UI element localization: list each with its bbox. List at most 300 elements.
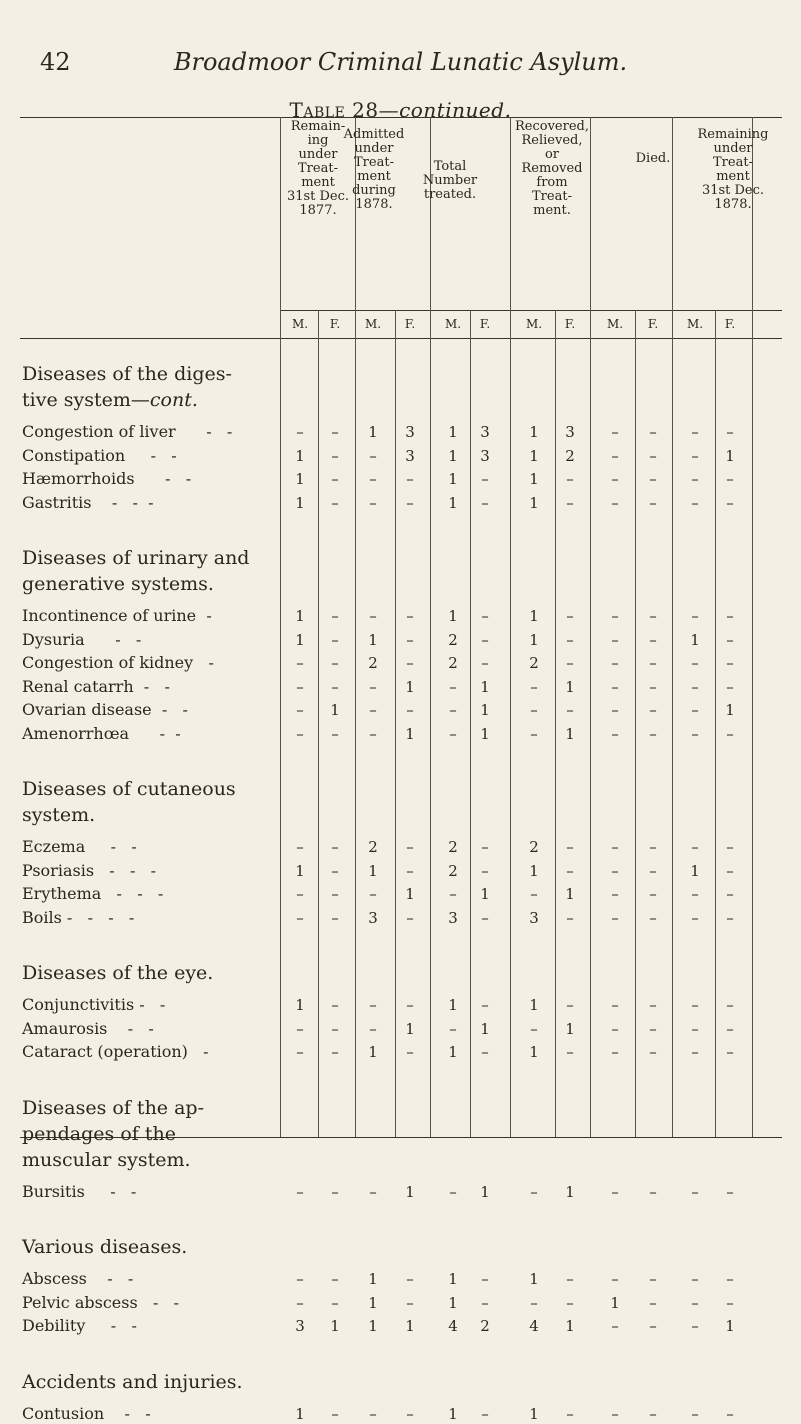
table-cell: – xyxy=(331,908,339,927)
table-cell: – xyxy=(611,1317,619,1335)
table-cell: 1 xyxy=(405,1182,415,1201)
table-cell: – xyxy=(369,493,377,512)
table-cell: – xyxy=(331,1293,339,1312)
table-cell: – xyxy=(406,654,414,672)
table-cell: – xyxy=(331,630,339,649)
table-cell: – xyxy=(649,630,657,649)
table-cell: 1 xyxy=(725,446,735,465)
table-cell: 1 xyxy=(690,630,700,649)
column-header-6 xyxy=(683,128,783,212)
table-cell: – xyxy=(331,677,339,696)
table-cell: – xyxy=(649,493,657,512)
table-cell: – xyxy=(611,908,619,927)
table-cell: – xyxy=(691,1404,699,1423)
table-cell: – xyxy=(369,470,377,488)
table-cell: – xyxy=(481,1270,489,1288)
table-cell: 1 xyxy=(480,885,490,903)
column-header-line: 1878. xyxy=(714,197,752,212)
table-cell: – xyxy=(369,607,377,625)
top-rule xyxy=(20,117,782,118)
table-cell: 1 xyxy=(448,996,458,1014)
table-cell: – xyxy=(691,446,699,465)
section-title-text: system. xyxy=(22,804,96,826)
table-cell: 3 xyxy=(565,423,575,441)
table-cell: – xyxy=(649,908,657,927)
table-cell: – xyxy=(406,701,414,719)
table-cell: – xyxy=(331,1019,339,1038)
table-cell: 1 xyxy=(480,1019,490,1038)
table-cell: 1 xyxy=(295,1404,305,1423)
male-header: M. xyxy=(364,317,382,331)
table-cell: – xyxy=(611,701,619,719)
table-cell: – xyxy=(406,908,414,927)
table-cell: 1 xyxy=(295,446,305,465)
table-cell: – xyxy=(611,1182,619,1201)
table-cell: 2 xyxy=(448,630,458,649)
table-cell: – xyxy=(296,677,304,696)
table-cell: – xyxy=(406,493,414,512)
table-cell: – xyxy=(406,1404,414,1423)
column-header-line: 1878. xyxy=(355,197,393,212)
table-cell: – xyxy=(296,701,304,719)
table-cell: 1 xyxy=(448,1043,458,1061)
table-cell: 1 xyxy=(295,996,305,1014)
column-header-line: ing xyxy=(307,133,329,148)
table-cell: – xyxy=(649,1043,657,1061)
section-title-text: generative systems. xyxy=(22,573,214,595)
column-header-line: Removed xyxy=(521,161,583,176)
table-cell: – xyxy=(611,677,619,696)
column-header-line: 31st Dec. xyxy=(701,183,765,198)
table-cell: 1 xyxy=(529,470,539,488)
table-cell: – xyxy=(726,861,734,880)
table-cell: – xyxy=(331,470,339,488)
table-cell: 3 xyxy=(405,446,415,465)
table-cell: – xyxy=(331,654,339,672)
table-cell: – xyxy=(566,470,574,488)
table-cell: 1 xyxy=(295,630,305,649)
table-cell: 1 xyxy=(295,607,305,625)
table-cell: – xyxy=(566,1293,574,1312)
row-label: Amaurosis - - xyxy=(22,1018,154,1038)
column-divider xyxy=(280,117,281,1137)
table-cell: – xyxy=(530,701,538,719)
table-cell: – xyxy=(481,996,489,1014)
table-cell: – xyxy=(649,1317,657,1335)
table-cell: – xyxy=(296,885,304,903)
column-header-line: Treat- xyxy=(532,189,572,204)
table-cell: – xyxy=(649,1019,657,1038)
column-header-4 xyxy=(502,120,602,218)
table-cell: – xyxy=(530,1293,538,1312)
table-cell: – xyxy=(296,908,304,927)
table-cell: – xyxy=(369,677,377,696)
table-cell: – xyxy=(649,724,657,743)
section-title-text: Diseases of the eye. xyxy=(22,962,214,984)
table-cell: – xyxy=(611,1404,619,1423)
table-cell: – xyxy=(649,861,657,880)
table-cell: – xyxy=(726,838,734,856)
female-header: F. xyxy=(404,317,416,331)
table-cell: – xyxy=(611,470,619,488)
male-header: M. xyxy=(525,317,543,331)
section-title-suffix: cont. xyxy=(149,389,198,411)
table-cell: – xyxy=(530,1019,538,1038)
table-cell: – xyxy=(649,885,657,903)
table-title-label: Table 28 xyxy=(289,98,379,122)
table-cell: – xyxy=(481,908,489,927)
table-cell: 4 xyxy=(448,1317,458,1335)
table-cell: – xyxy=(331,861,339,880)
table-cell: – xyxy=(726,996,734,1014)
table-cell: 1 xyxy=(529,996,539,1014)
table-cell: – xyxy=(449,885,457,903)
table-cell: – xyxy=(296,423,304,441)
row-label: Psoriasis - - - xyxy=(22,860,157,880)
table-cell: – xyxy=(369,885,377,903)
row-label: Constipation - - xyxy=(22,445,177,465)
table-cell: 1 xyxy=(448,493,458,512)
table-cell: – xyxy=(611,1043,619,1061)
table-cell: – xyxy=(691,1317,699,1335)
table-cell: – xyxy=(649,677,657,696)
section-title-text: Diseases of the diges- xyxy=(22,363,232,385)
table-cell: – xyxy=(726,493,734,512)
section-title-text: Various diseases. xyxy=(22,1236,188,1258)
table-cell: – xyxy=(296,1293,304,1312)
table-cell: – xyxy=(566,1043,574,1061)
table-cell: – xyxy=(611,607,619,625)
table-cell: – xyxy=(481,838,489,856)
male-header: M. xyxy=(291,317,309,331)
table-cell: – xyxy=(566,701,574,719)
table-cell: – xyxy=(296,1270,304,1288)
table-cell: – xyxy=(611,423,619,441)
table-cell: – xyxy=(566,630,574,649)
table-cell: 1 xyxy=(529,630,539,649)
table-cell: 1 xyxy=(529,861,539,880)
table-cell: – xyxy=(406,838,414,856)
table-cell: – xyxy=(691,1019,699,1038)
table-cell: – xyxy=(691,654,699,672)
table-cell: – xyxy=(406,1270,414,1288)
table-cell: 1 xyxy=(405,1317,415,1335)
male-header: M. xyxy=(686,317,704,331)
table-cell: 1 xyxy=(529,1404,539,1423)
male-header: M. xyxy=(444,317,462,331)
table-cell: 1 xyxy=(295,493,305,512)
table-cell: – xyxy=(406,630,414,649)
section-title xyxy=(22,546,249,571)
table-cell: – xyxy=(406,1293,414,1312)
table-cell: – xyxy=(449,1182,457,1201)
table-cell: – xyxy=(726,1043,734,1061)
table-cell: 1 xyxy=(330,701,340,719)
section-title-text: tive system— xyxy=(22,389,150,411)
table-cell: 2 xyxy=(368,654,378,672)
table-cell: – xyxy=(369,446,377,465)
table-cell: 2 xyxy=(529,654,539,672)
table-cell: – xyxy=(726,908,734,927)
table-cell: – xyxy=(691,724,699,743)
row-label: Renal catarrh - - xyxy=(22,676,170,696)
table-cell: 2 xyxy=(565,446,575,465)
table-cell: – xyxy=(449,724,457,743)
row-label: Bursitis - - xyxy=(22,1181,137,1201)
row-label: Gastritis - - - xyxy=(22,492,154,512)
table-cell: – xyxy=(331,446,339,465)
table-cell: – xyxy=(530,677,538,696)
table-cell: – xyxy=(691,607,699,625)
table-cell: – xyxy=(691,423,699,441)
table-cell: – xyxy=(566,838,574,856)
table-cell: – xyxy=(611,1270,619,1288)
table-cell: – xyxy=(691,1043,699,1061)
table-cell: – xyxy=(296,724,304,743)
row-label: Amenorrhœa - - xyxy=(22,723,181,743)
table-cell: 1 xyxy=(565,724,575,743)
running-title: Broadmoor Criminal Lunatic Asylum. xyxy=(173,48,628,76)
table-cell: – xyxy=(726,654,734,672)
column-header-line: Remain- xyxy=(290,119,346,134)
table-cell: 1 xyxy=(565,677,575,696)
table-cell: – xyxy=(726,1019,734,1038)
table-cell: – xyxy=(566,861,574,880)
table-cell: 1 xyxy=(480,1182,490,1201)
male-header: M. xyxy=(606,317,624,331)
table-cell: – xyxy=(566,1404,574,1423)
table-cell: – xyxy=(649,701,657,719)
table-title-continued: —continued. xyxy=(378,98,512,122)
table-cell: 1 xyxy=(529,607,539,625)
table-cell: – xyxy=(566,908,574,927)
table-cell: – xyxy=(481,607,489,625)
table-cell: – xyxy=(611,1019,619,1038)
table-cell: – xyxy=(691,701,699,719)
row-label: Conjunctivitis - - xyxy=(22,995,166,1014)
section-title-text: Diseases of cutaneous xyxy=(22,778,236,800)
table-cell: – xyxy=(331,607,339,625)
section-title xyxy=(22,777,236,802)
table-cell: 1 xyxy=(405,1019,415,1038)
table-cell: – xyxy=(566,607,574,625)
section-title-text: Accidents and injuries. xyxy=(22,1370,243,1393)
table-cell: – xyxy=(331,885,339,903)
table-cell: – xyxy=(726,1293,734,1312)
column-header-line: ment xyxy=(301,175,335,190)
table-cell: – xyxy=(331,838,339,856)
table-cell: – xyxy=(406,861,414,880)
table-cell: – xyxy=(296,1043,304,1061)
column-divider xyxy=(430,117,431,1137)
column-header-line: Treat- xyxy=(354,155,394,170)
table-cell: – xyxy=(369,1404,377,1423)
table-cell: 1 xyxy=(368,861,378,880)
table-cell: – xyxy=(481,654,489,672)
table-cell: – xyxy=(691,838,699,856)
row-label: Abscess - - xyxy=(22,1269,134,1288)
table-cell: – xyxy=(691,677,699,696)
column-header-line: ment xyxy=(716,169,750,184)
table-cell: – xyxy=(611,446,619,465)
table-cell: 1 xyxy=(529,1270,539,1288)
table-cell: 2 xyxy=(529,838,539,856)
table-cell: – xyxy=(369,996,377,1014)
column-header-line: 31st Dec. xyxy=(286,189,350,204)
column-header-line: under xyxy=(354,141,394,156)
table-cell: – xyxy=(726,1270,734,1288)
table-cell: – xyxy=(331,1270,339,1288)
table-cell: – xyxy=(481,470,489,488)
table-cell: 1 xyxy=(448,470,458,488)
table-cell: – xyxy=(611,885,619,903)
table-cell: – xyxy=(691,470,699,488)
table-cell: 3 xyxy=(529,908,539,927)
table-cell: – xyxy=(331,996,339,1014)
table-cell: – xyxy=(649,607,657,625)
table-cell: 1 xyxy=(448,1404,458,1423)
table-cell: – xyxy=(726,630,734,649)
table-cell: 1 xyxy=(529,423,539,441)
table-cell: – xyxy=(726,677,734,696)
subheader-rule xyxy=(20,338,782,339)
table-cell: 1 xyxy=(480,677,490,696)
row-label: Erythema - - - xyxy=(22,884,164,903)
table-cell: 1 xyxy=(448,1270,458,1288)
female-header: F. xyxy=(724,317,736,331)
table-cell: – xyxy=(331,724,339,743)
table-cell: 1 xyxy=(295,861,305,880)
table-cell: – xyxy=(649,470,657,488)
table-cell: – xyxy=(296,1182,304,1201)
table-cell: 1 xyxy=(448,423,458,441)
table-cell: – xyxy=(296,654,304,672)
table-cell: 1 xyxy=(405,885,415,903)
table-cell: 1 xyxy=(368,1293,378,1312)
table-cell: 3 xyxy=(448,908,458,927)
table-cell: – xyxy=(649,446,657,465)
section-title-text: Diseases of the ap- xyxy=(22,1096,204,1119)
column-header-line: ment xyxy=(357,169,391,184)
table-cell: – xyxy=(406,1043,414,1061)
table-cell: 1 xyxy=(295,470,305,488)
column-header-line: Remaining xyxy=(697,127,769,142)
table-cell: – xyxy=(649,1293,657,1312)
table-cell: – xyxy=(611,861,619,880)
female-header: F. xyxy=(564,317,576,331)
table-cell: – xyxy=(481,493,489,512)
table-cell: 1 xyxy=(565,1317,575,1335)
table-cell: – xyxy=(481,1043,489,1061)
table-cell: 1 xyxy=(725,701,735,719)
table-cell: – xyxy=(566,493,574,512)
section-title xyxy=(22,803,95,828)
column-header-line: 1877. xyxy=(299,203,337,218)
table-cell: – xyxy=(481,630,489,649)
running-header xyxy=(0,48,801,82)
table-cell: 1 xyxy=(480,701,490,719)
table-cell: – xyxy=(649,996,657,1014)
table-cell: – xyxy=(369,701,377,719)
row-label: Incontinence of urine - xyxy=(22,606,212,625)
column-divider xyxy=(672,117,673,1137)
table-cell: 1 xyxy=(610,1293,620,1312)
table-cell: – xyxy=(449,1019,457,1038)
section-title xyxy=(22,1096,204,1121)
table-cell: 1 xyxy=(529,1043,539,1061)
column-header-line: or xyxy=(544,147,560,162)
female-header: F. xyxy=(647,317,659,331)
section-title xyxy=(22,388,198,413)
column-divider xyxy=(318,310,319,1137)
table-cell: 1 xyxy=(368,1317,378,1335)
row-label: Pelvic abscess - - xyxy=(22,1292,180,1312)
table-cell: 3 xyxy=(368,908,378,927)
row-label: Contusion - - xyxy=(22,1403,151,1423)
column-header-line: under xyxy=(713,141,753,156)
column-divider xyxy=(355,117,356,1137)
table-cell: – xyxy=(530,1182,538,1201)
table-cell: – xyxy=(566,996,574,1014)
table-cell: – xyxy=(649,838,657,856)
column-divider xyxy=(635,310,636,1137)
column-header-3 xyxy=(400,160,500,202)
table-cell: – xyxy=(611,996,619,1014)
row-label: Congestion of kidney - xyxy=(22,653,214,672)
table-cell: – xyxy=(691,908,699,927)
table-cell: 1 xyxy=(448,607,458,625)
column-header-line: during xyxy=(352,183,396,198)
row-label: Eczema - - xyxy=(22,837,137,856)
table-cell: – xyxy=(406,470,414,488)
table-cell: – xyxy=(726,470,734,488)
table-cell: – xyxy=(649,1270,657,1288)
table-cell: – xyxy=(481,1404,489,1423)
table-cell: – xyxy=(331,493,339,512)
table-cell: – xyxy=(611,724,619,743)
column-header-line: Number xyxy=(422,173,478,188)
table-cell: – xyxy=(691,885,699,903)
column-divider xyxy=(590,117,591,1137)
table-cell: – xyxy=(726,724,734,743)
table-cell: 1 xyxy=(368,1043,378,1061)
section-title xyxy=(22,1370,243,1395)
table-cell: 1 xyxy=(448,1293,458,1312)
column-header-line: under xyxy=(298,147,338,162)
table-cell: 1 xyxy=(565,1019,575,1038)
table-cell: 1 xyxy=(368,423,378,441)
row-label: Boils - - - - xyxy=(22,907,135,927)
table-cell: – xyxy=(331,1043,339,1061)
table-cell: 2 xyxy=(480,1317,490,1335)
column-header-line: Total xyxy=(433,159,467,174)
table-cell: – xyxy=(649,1404,657,1423)
table-cell: – xyxy=(406,996,414,1014)
table-cell: 2 xyxy=(448,654,458,672)
table-cell: – xyxy=(530,885,538,903)
table-cell: – xyxy=(331,1182,339,1201)
table-cell: 1 xyxy=(529,493,539,512)
section-title-text: muscular system. xyxy=(22,1148,191,1171)
female-header: F. xyxy=(329,317,341,331)
table-cell: 4 xyxy=(529,1317,539,1335)
section-title-text: pendages of the xyxy=(22,1122,176,1145)
table-cell: 2 xyxy=(368,838,378,856)
table-cell: – xyxy=(726,423,734,441)
table-cell: 1 xyxy=(480,724,490,743)
table-cell: – xyxy=(369,1182,377,1201)
table-cell: – xyxy=(331,423,339,441)
